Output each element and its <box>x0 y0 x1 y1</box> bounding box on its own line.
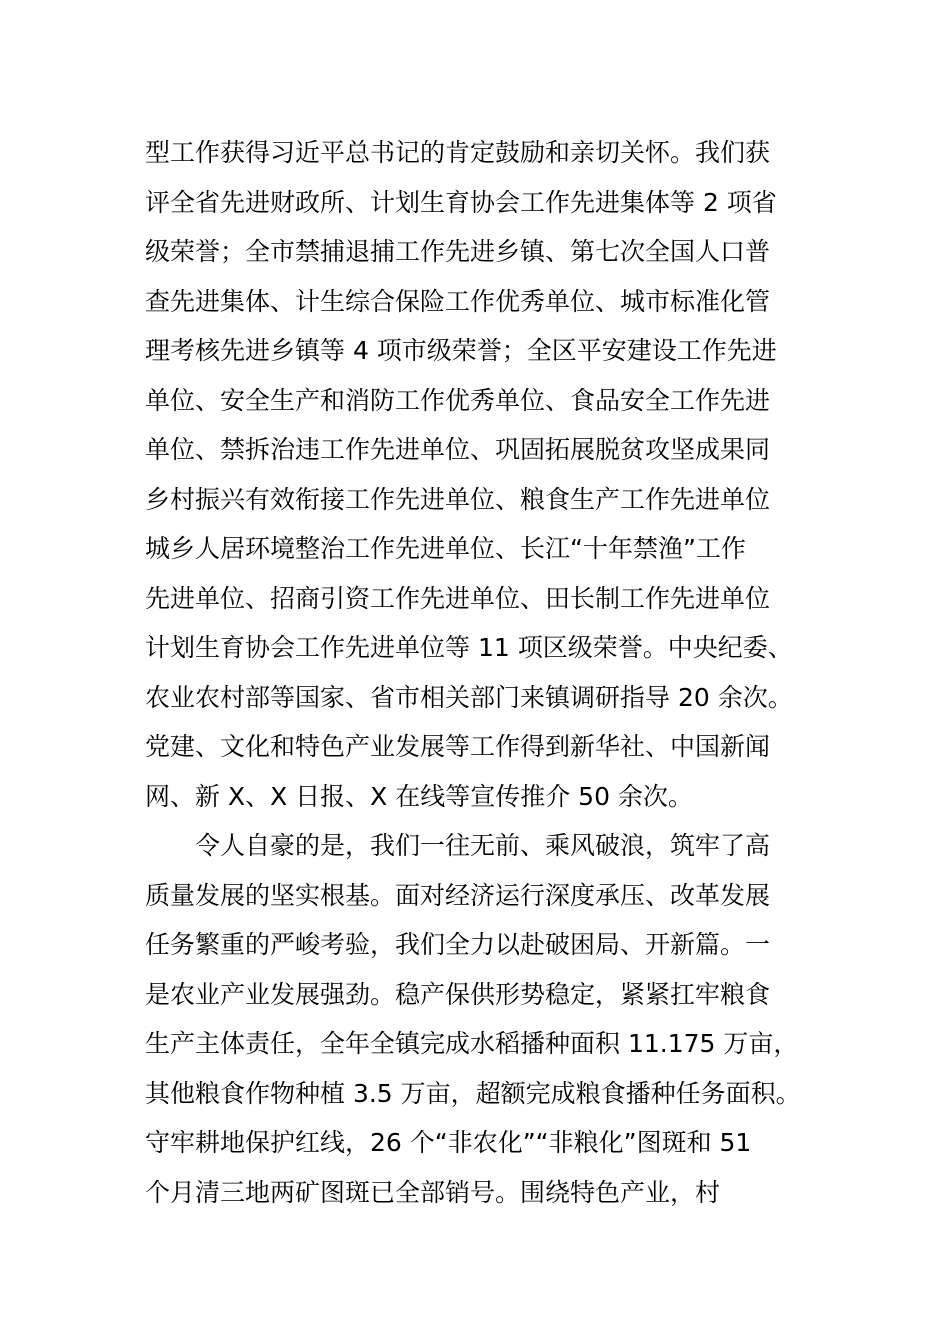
text-line: 级荣誉；全市禁捕退捕工作先进乡镇、第七次全国人口普 <box>145 237 771 266</box>
text-line: 查先进集体、计生综合保险工作优秀单位、城市标准化管 <box>145 286 771 316</box>
text-line: 型工作获得习近平总书记的肯定鼓励和亲切关怀。我们获 <box>145 138 771 167</box>
text-line: 个月清三地两矿图斑已全部销号。围绕特色产业，村 <box>145 1177 721 1207</box>
text-line: 是农业产业发展强劲。稳产保供形势稳定，紧紧扛牢粮食 <box>145 979 771 1009</box>
text-line: 单位、禁拆治违工作先进单位、巩固拓展脱贫攻坚成果同 <box>145 435 771 464</box>
text-line: 理考核先进乡镇等 4 项市级荣誉；全区平安建设工作先进 <box>145 336 777 365</box>
text-line: 城乡人居环境整治工作先进单位、长江“十年禁渔”工作 <box>145 534 746 563</box>
text-line: 农业农村部等国家、省市相关部门来镇调研指导 20 余次。 <box>145 682 793 712</box>
body-text <box>145 128 825 1217</box>
text-line: 质量发展的坚实根基。面对经济运行深度承压、改革发展 <box>145 880 771 910</box>
text-line: 守牢耕地保护红线，26 个“非农化”“非粮化”图斑和 51 <box>145 1128 752 1157</box>
text-line: 单位、安全生产和消防工作优秀单位、食品安全工作先进 <box>145 385 771 415</box>
text-line: 计划生育协会工作先进单位等 11 项区级荣誉。中央纪委、 <box>145 633 793 662</box>
text-line: 任务繁重的严峻考验，我们全力以赴破困局、开新篇。一 <box>145 930 771 959</box>
text-line: 其他粮食作物种植 3.5 万亩，超额完成粮食播种任务面积。 <box>145 1078 801 1108</box>
text-line: 评全省先进财政所、计划生育协会工作先进集体等 2 项省 <box>145 187 777 217</box>
text-line: 乡村振兴有效衔接工作先进单位、粮食生产工作先进单位 <box>145 484 771 514</box>
text-line: 党建、文化和特色产业发展等工作得到新华社、中国新闻 <box>145 732 771 761</box>
text-line: 网、新 X、X 日报、X 在线等宣传推介 50 余次。 <box>145 781 693 811</box>
text-line: 生产主体责任，全年全镇完成水稻播种面积 11.175 万亩， <box>145 1029 799 1058</box>
paragraph-start-line: 令人自豪的是，我们一往无前、乘风破浪，筑牢了高 <box>195 831 771 860</box>
text-line: 先进单位、招商引资工作先进单位、田长制工作先进单位 <box>145 583 771 613</box>
